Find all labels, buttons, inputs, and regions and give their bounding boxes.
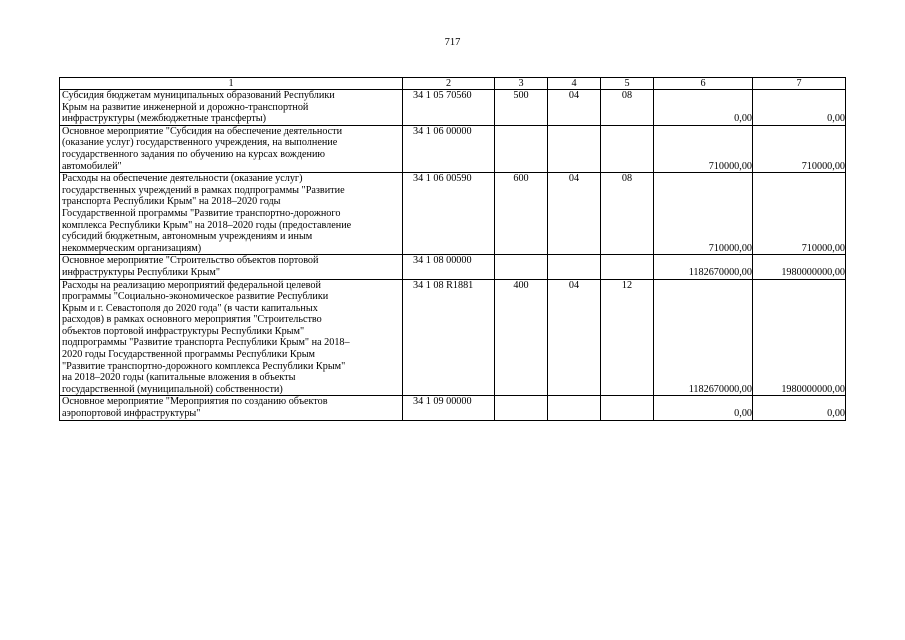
section-cell xyxy=(548,255,601,279)
item-name-line: (оказание услуг) государственного учреждения, на выполнение xyxy=(62,137,338,149)
code-cell: 34 1 06 00590 xyxy=(403,173,495,255)
amount-2020-cell: 710000,00 xyxy=(753,173,846,255)
item-name-line: на 2018–2020 годы (капитальные вложения в объекты xyxy=(62,372,296,384)
code-cell: 34 1 05 70560 xyxy=(403,90,495,126)
item-name-line: 2020 годы Государственной программы Республики Крым xyxy=(62,349,315,361)
amount-2019-cell: 710000,00 xyxy=(654,125,753,172)
code-cell: 34 1 06 00000 xyxy=(403,125,495,172)
expense-type-cell: 600 xyxy=(495,173,548,255)
amount-2019-cell: 710000,00 xyxy=(654,173,753,255)
table-header-row xyxy=(60,78,846,90)
item-name-line: расходов) в рамках основного мероприятия "Строительство xyxy=(62,314,322,326)
item-name-line: Государственной программы "Развитие транспортно-дорожного xyxy=(62,207,341,219)
item-name-line: "Развитие транспортно-дорожного комплекса Республики Крым" xyxy=(62,360,346,372)
item-name-line: некоммерческим организациям) xyxy=(62,242,202,254)
item-name-line: Основное мероприятие "Субсидия на обеспечение деятельности xyxy=(62,125,343,137)
section-cell xyxy=(548,396,601,420)
item-name-line: инфраструктуры (межбюджетные трансферты) xyxy=(62,113,267,125)
item-name-line: государственной (муниципальной) собственности) xyxy=(62,383,283,395)
item-name-line: комплекса Республики Крым" на 2018–2020 годы (предоставление xyxy=(62,219,352,231)
subsection-cell xyxy=(601,396,654,420)
header-cell: 7 xyxy=(753,78,846,90)
item-name-line: Субсидия бюджетам муниципальных образований Республики xyxy=(62,90,335,101)
amount-2019-cell: 0,00 xyxy=(654,396,753,420)
subsection-cell: 12 xyxy=(601,279,654,396)
header-cell: 3 xyxy=(495,78,548,90)
table-row xyxy=(60,279,846,396)
header-cell: 4 xyxy=(548,78,601,90)
item-name-cell xyxy=(60,125,403,172)
amount-2020-cell: 0,00 xyxy=(753,396,846,420)
section-cell: 04 xyxy=(548,173,601,255)
expense-type-cell: 500 xyxy=(495,90,548,126)
item-name-line: государственного задания по обучению на курсах вождению xyxy=(62,148,326,160)
item-name-line: Основное мероприятие "Строительство объектов портовой xyxy=(62,255,319,267)
table-row xyxy=(60,173,846,255)
item-name-line: инфраструктуры Республики Крым" xyxy=(62,266,220,278)
amount-2019-cell: 1182670000,00 xyxy=(654,255,753,279)
item-name-cell xyxy=(60,279,403,396)
section-cell: 04 xyxy=(548,279,601,396)
page-number: 717 xyxy=(444,37,461,48)
subsection-cell xyxy=(601,255,654,279)
item-name-line: объектов портовой инфраструктуры Республики Крым" xyxy=(62,325,305,337)
item-name-line: автомобилей" xyxy=(62,160,122,172)
item-name-cell xyxy=(60,173,403,255)
amount-2020-cell: 0,00 xyxy=(753,90,846,126)
amount-2019-cell: 0,00 xyxy=(654,90,753,126)
table-row xyxy=(60,396,846,420)
amount-2020-cell: 1980000000,00 xyxy=(753,279,846,396)
table-row xyxy=(60,125,846,172)
amount-2019-cell: 1182670000,00 xyxy=(654,279,753,396)
table-row xyxy=(60,90,846,126)
expense-type-cell xyxy=(495,125,548,172)
amount-2020-cell: 1980000000,00 xyxy=(753,255,846,279)
item-name-line: Расходы на обеспечение деятельности (оказание услуг) xyxy=(62,173,303,185)
code-cell: 34 1 08 R1881 xyxy=(403,279,495,396)
code-cell: 34 1 09 00000 xyxy=(403,396,495,420)
item-name-cell xyxy=(60,90,403,126)
item-name-line: аэропортовой инфраструктуры" xyxy=(62,408,201,420)
item-name-line: программы "Социально-экономическое развитие Республики xyxy=(62,291,329,303)
expense-type-cell xyxy=(495,255,548,279)
section-cell xyxy=(548,125,601,172)
item-name-line: транспорта Республики Крым" на 2018–2020 годы xyxy=(62,196,281,208)
item-name-line: Крым на развитие инженерной и дорожно-транспортной xyxy=(62,101,309,113)
item-name-line: Расходы на реализацию мероприятий федеральной целевой xyxy=(62,279,321,291)
budget-table xyxy=(59,77,846,421)
amount-2020-cell: 710000,00 xyxy=(753,125,846,172)
header-cell: 2 xyxy=(403,78,495,90)
table-row xyxy=(60,255,846,279)
header-cell: 1 xyxy=(60,78,403,90)
item-name-line: Основное мероприятие "Мероприятия по созданию объектов xyxy=(62,396,328,408)
item-name-line: подпрограммы "Развитие транспорта Республики Крым" на 2018– xyxy=(62,337,350,349)
item-name-cell xyxy=(60,255,403,279)
item-name-line: субсидий бюджетным, автономным учреждениям и иным xyxy=(62,231,313,243)
subsection-cell xyxy=(601,125,654,172)
item-name-cell xyxy=(60,396,403,420)
subsection-cell: 08 xyxy=(601,173,654,255)
header-cell: 6 xyxy=(654,78,753,90)
expense-type-cell: 400 xyxy=(495,279,548,396)
item-name-line: государственных учреждений в рамках подпрограммы "Развитие xyxy=(62,184,345,196)
subsection-cell: 08 xyxy=(601,90,654,126)
section-cell: 04 xyxy=(548,90,601,126)
code-cell: 34 1 08 00000 xyxy=(403,255,495,279)
expense-type-cell xyxy=(495,396,548,420)
header-cell: 5 xyxy=(601,78,654,90)
item-name-line: Крым и г. Севастополя до 2020 года" (в части капитальных xyxy=(62,302,318,314)
